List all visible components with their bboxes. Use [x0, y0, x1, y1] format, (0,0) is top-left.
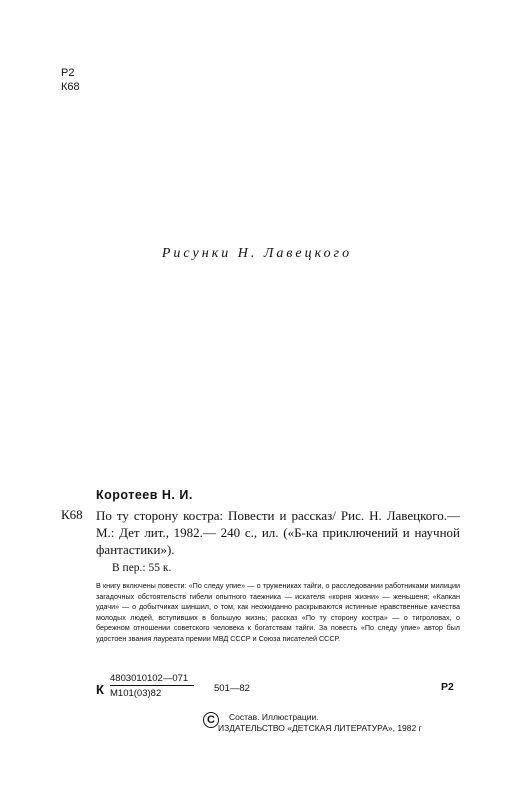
- index-letter: К: [96, 682, 104, 697]
- bbk-code: Р2: [441, 681, 454, 693]
- index-denominator: М101(03)82: [110, 688, 162, 699]
- copyright-line-2: ИЗДАТЕЛЬСТВО «ДЕТСКАЯ ЛИТЕРАТУРА», 1982 г: [218, 723, 422, 733]
- copyright-line-1: Состав. Иллюстрации.: [229, 712, 319, 722]
- classification-block: [61, 66, 80, 94]
- index-fraction: [110, 673, 194, 699]
- bibliographic-description: По ту сторону костра: Повести и рассказ/ Рис. Н. Лавецкого.— М.: Дет лит., 1982.— 240 с., ил. («Б-ка приключений и научной фантастики»).: [96, 508, 460, 557]
- classification-code-1: Р2: [61, 67, 75, 79]
- copyright-icon: С: [203, 712, 219, 728]
- annotation: В книгу включены повести: «По следу упие» — о тружениках тайги, о расследовании работниками милиции загадочных обстоятельств гибели опытного таежника — искателя «корня жизни» — женьшеня; «Капкан удачи» — о добытчиках шиншил, о том, как неожиданно раскрываются истинные нравственные качества молодых людей, вступивших в большую жизнь; рассказ «По ту сторону костра» — о тигроловах, о бережном отношении советского человека к богатствам тайги. За повесть «По следу упие» автор был удостоен звания лауреата премии МВД СССР и Союза писателей СССР.: [96, 581, 460, 643]
- author-code: К68: [61, 507, 83, 522]
- index-numerator: 4803010102—071: [110, 673, 194, 686]
- price: В пер.: 55 к.: [112, 562, 172, 574]
- index-code: 501—82: [214, 683, 250, 694]
- classification-code-2: К68: [61, 81, 80, 93]
- illustrator-credit: Рисунки Н. Лавецкого: [161, 246, 353, 261]
- author-name: Коротеев Н. И.: [96, 488, 193, 502]
